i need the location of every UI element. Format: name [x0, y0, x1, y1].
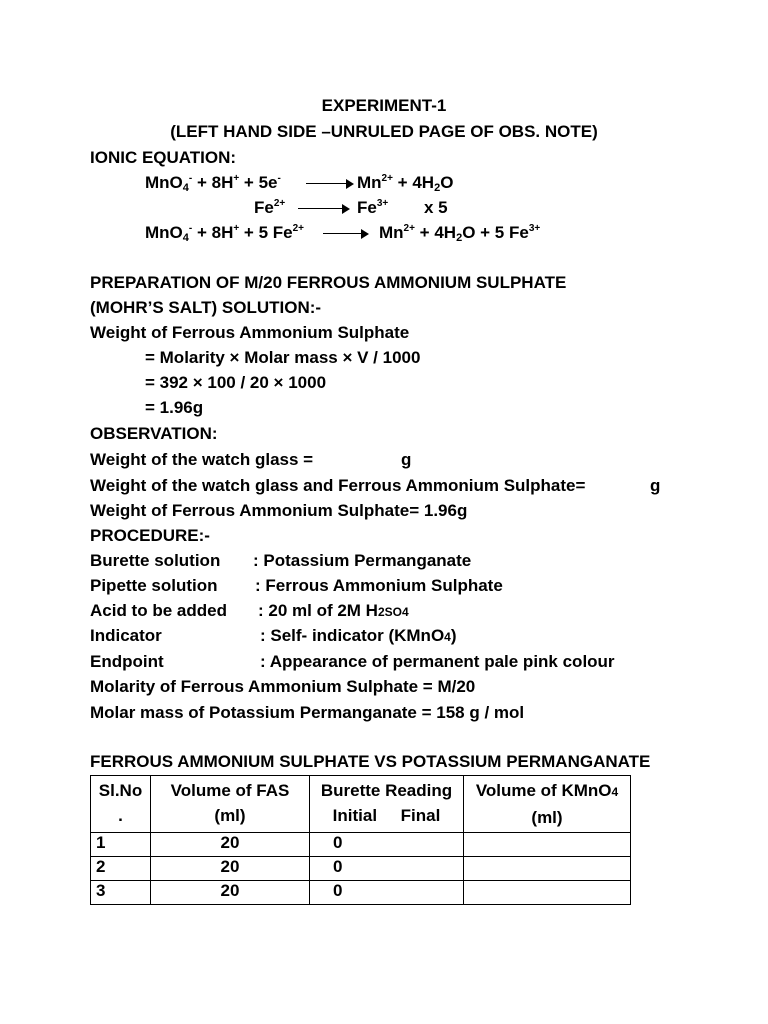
row-kmno4 — [464, 857, 631, 881]
eq2-fe-sup: 2+ — [273, 198, 286, 209]
watch-glass-fas-weight: Weight of the watch glass and Ferrous Ammonium Sulphate= — [90, 476, 586, 495]
eq3-sup: - — [188, 223, 193, 234]
reaction-arrow-icon — [306, 173, 354, 193]
row-initial: 0 — [310, 881, 464, 905]
acid-label: Acid to be added — [90, 601, 227, 620]
molarity-line: Molarity of Ferrous Ammonium Sulphate = M/20 — [90, 677, 476, 696]
equation-1-left — [145, 173, 281, 193]
endpoint-label: Endpoint — [90, 652, 164, 671]
eq3-h-sup: + — [233, 223, 240, 234]
experiment-title: EXPERIMENT-1 — [321, 96, 447, 115]
eq1-sub: 4 — [182, 182, 189, 194]
acid-sub-2: 2 — [377, 605, 385, 619]
observation-heading: OBSERVATION: — [90, 424, 218, 443]
experiment-subtitle: (LEFT HAND SIDE –UNRULED PAGE OF OBS. NOTE) — [170, 122, 598, 141]
row-kmno4 — [464, 881, 631, 905]
row-initial: 0 — [310, 833, 464, 857]
eq1-water-sub: 2 — [434, 182, 441, 194]
pipette-value: : Ferrous Ammonium Sulphate — [255, 576, 503, 595]
col-sl-no: Sl.No . — [91, 776, 151, 833]
observation-table — [90, 775, 631, 905]
preparation-heading-2: (MOHR’S SALT) SOLUTION:- — [90, 298, 322, 317]
row-kmno4 — [464, 833, 631, 857]
fas-weight: Weight of Ferrous Ammonium Sulphate= 1.96g — [90, 501, 468, 520]
ionic-equation-heading: IONIC EQUATION: — [90, 148, 237, 167]
eq3-mn-sup: 2+ — [403, 223, 415, 234]
calc-line-1: = Molarity × Molar mass × V / 1000 — [145, 348, 421, 367]
eq3-fe-sup: 2+ — [292, 223, 304, 234]
eq1-water-o: O — [440, 173, 454, 192]
molar-mass-line: Molar mass of Potassium Permanganate = 158 g / mol — [90, 703, 525, 722]
eq1-water: + 4H — [392, 173, 435, 192]
weight-label: Weight of Ferrous Ammonium Sulphate — [90, 323, 410, 342]
burette-value: : Potassium Permanganate — [253, 551, 472, 570]
equation-2-right — [357, 198, 388, 218]
eq3-water-sub: 2 — [456, 232, 463, 244]
eq3-tail-sup: 3+ — [528, 223, 541, 234]
acid-so: SO — [384, 605, 402, 619]
equation-2-left — [254, 198, 285, 218]
indicator-close: ) — [450, 626, 457, 645]
eq1-mn: Mn — [357, 173, 382, 192]
table-row — [91, 833, 631, 857]
eq1-mno: MnO — [145, 173, 183, 192]
eq3-mn: Mn — [379, 223, 404, 242]
col-burette-reading: Burette Reading Initial Final — [310, 776, 464, 833]
eq1-e-sup: - — [277, 173, 281, 184]
row-initial: 0 — [310, 857, 464, 881]
eq1-electrons: + 5e — [239, 173, 278, 192]
equation-2-multiplier: x 5 — [424, 198, 448, 217]
calc-line-2: = 392 × 100 / 20 × 1000 — [145, 373, 327, 392]
preparation-heading: PREPARATION OF M/20 FERROUS AMMONIUM SULPHATE — [90, 273, 567, 292]
eq3-mno: MnO — [145, 223, 183, 242]
eq2-fe3: Fe — [357, 198, 377, 217]
pipette-label: Pipette solution — [90, 576, 218, 595]
eq1-sup: - — [188, 173, 193, 184]
reaction-arrow-icon — [298, 198, 350, 218]
eq1-h: + 8H — [192, 173, 234, 192]
col-volume-fas: Volume of FAS (ml) — [151, 776, 310, 833]
calc-line-3: = 1.96g — [145, 398, 204, 417]
eq2-fe3-sup: 3+ — [376, 198, 389, 209]
indicator-label: Indicator — [90, 626, 162, 645]
indicator-value — [260, 626, 457, 647]
watch-glass-weight: Weight of the watch glass = — [90, 450, 314, 469]
acid-text: : 20 ml of 2M H — [258, 601, 378, 620]
equation-3-left — [145, 223, 304, 243]
indicator-text: : Self- indicator (KMnO — [260, 626, 445, 645]
burette-label: Burette solution — [90, 551, 221, 570]
table-row — [91, 857, 631, 881]
table-header-row — [91, 776, 631, 833]
eq3-fe: + 5 Fe — [239, 223, 293, 242]
eq1-mn-sup: 2+ — [381, 173, 393, 184]
eq2-fe: Fe — [254, 198, 274, 217]
row-sl: 2 — [91, 857, 151, 881]
table-row — [91, 881, 631, 905]
table-heading: FERROUS AMMONIUM SULPHATE VS POTASSIUM PERMANGANATE — [90, 752, 651, 771]
watch-glass-unit: g — [401, 450, 412, 469]
endpoint-value: : Appearance of permanent pale pink colour — [260, 652, 615, 671]
row-fas: 20 — [151, 881, 310, 905]
indicator-sub: 4 — [444, 630, 451, 644]
row-fas: 20 — [151, 857, 310, 881]
acid-sub-4: 4 — [402, 605, 409, 619]
row-fas: 20 — [151, 833, 310, 857]
watch-glass-fas-unit: g — [650, 476, 661, 495]
acid-value — [258, 601, 409, 622]
eq3-tail: O + 5 Fe — [462, 223, 529, 242]
row-sl: 1 — [91, 833, 151, 857]
eq3-h: + 8H — [192, 223, 234, 242]
equation-1-right — [357, 173, 453, 193]
row-sl: 3 — [91, 881, 151, 905]
procedure-heading: PROCEDURE:- — [90, 526, 210, 545]
eq3-sub: 4 — [182, 232, 189, 244]
reaction-arrow-icon — [323, 223, 369, 243]
col-volume-kmno4: Volume of KMnO4 (ml) — [464, 776, 631, 833]
eq3-water: + 4H — [414, 223, 457, 242]
equation-3-right — [379, 223, 540, 243]
eq1-h-sup: + — [233, 173, 240, 184]
